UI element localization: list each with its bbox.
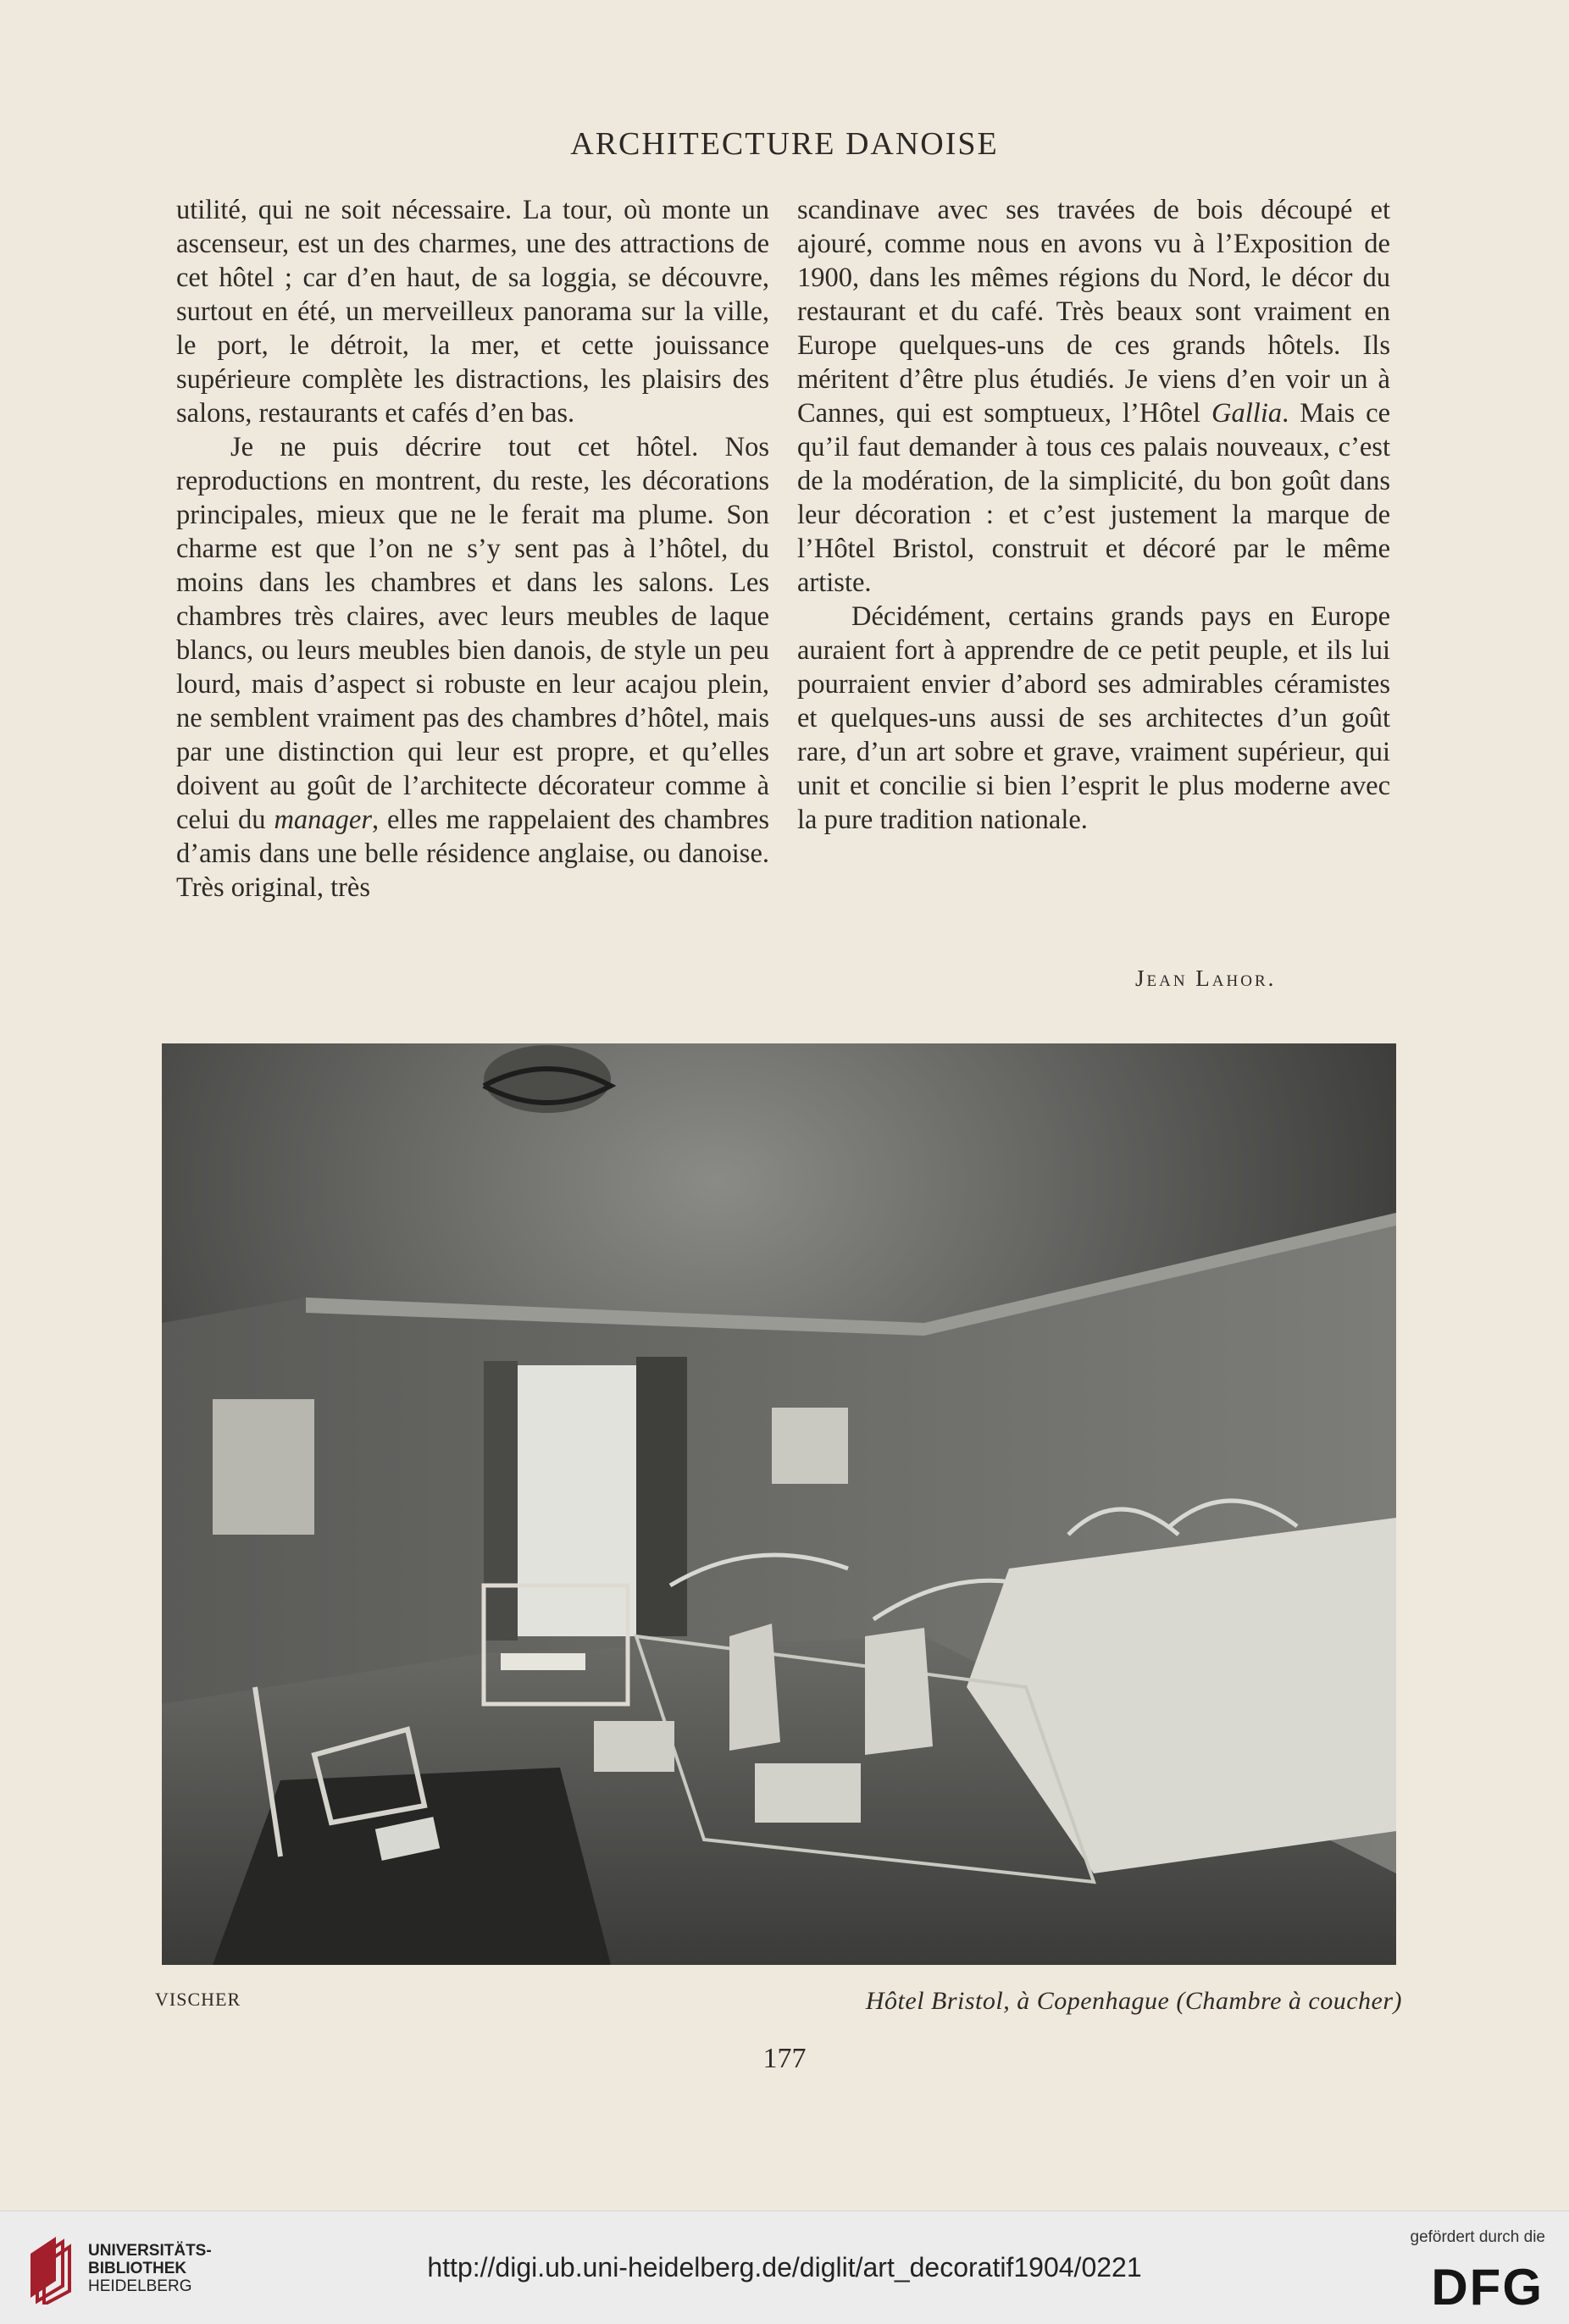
permalink-url[interactable]: http://digi.ub.uni-heidelberg.de/diglit/art_decoratif1904/0221 bbox=[427, 2252, 1142, 2282]
paragraph-text: scandinave avec ses travées de bois découpé et ajouré, comme nous en avons vu à l’Exposition de 1900, dans les mêmes régions du Nord, le décor du restaurant et du café. Très beaux sont vraiment en Europe quelques-uns de ces grands hôtels. Ils méritent d’être plus étudiés. Je viens d’en voir un à Cannes, qui est somptueux, l’Hôtel bbox=[797, 195, 1390, 429]
paragraph: Décidément, certains grands pays en Europe auraient fort à apprendre de ce petit peuple, et ils lui pourraient envier d’abord ses admirables céramistes et quelques-uns aussi de ses architectes d’un goût rare, d’un art sobre et grave, vraiment supérieur, qui unit et concilie si bien l’esprit le plus moderne avec la pure tradition nationale. bbox=[797, 601, 1390, 835]
funding-note: gefördert durch die bbox=[1410, 2228, 1545, 2246]
paragraph bbox=[797, 193, 1390, 600]
page-number: 177 bbox=[762, 2043, 807, 2074]
italic-term: manager bbox=[274, 805, 372, 835]
running-title: ARCHITECTURE DANOISE bbox=[570, 126, 999, 162]
photographer-credit: VISCHER bbox=[155, 1989, 241, 2010]
text-column-right bbox=[797, 193, 1390, 837]
paragraph: utilité, qui ne soit nécessaire. La tour, où monte un ascenseur, est un des charmes, une des attractions de cet hôtel ; car d’en haut, de sa loggia, se découvre, surtout en été, un merveilleux panorama sur la ville, le port, le détroit, la mer, et cette jouissance supérieure complète les distractions, les plaisirs des salons, restaurants et cafés d’en bas. bbox=[176, 195, 769, 429]
paragraph-text: . Mais ce qu’il faut demander à tous ces palais nouveaux, c’est de la modération, de la simplicité, du bon goût dans leur décoration : et c’est justement la marque de l’Hôtel Bristol, construit et décoré par le même artiste. bbox=[797, 398, 1390, 598]
paragraph-text: , elles me rappelaient des chambres d’amis dans une belle résidence anglaise, ou danoise. Très original, très bbox=[176, 805, 769, 903]
library-name-line: BIBLIOTHEK bbox=[88, 2260, 187, 2277]
dfg-logo[interactable]: DFG bbox=[1431, 2259, 1544, 2316]
photo-illustration bbox=[162, 1043, 1396, 1965]
author-signature: Jean Lahor. bbox=[1135, 966, 1277, 991]
italic-term: Gallia bbox=[1211, 398, 1283, 429]
paragraph bbox=[176, 430, 769, 905]
photo-caption: Hôtel Bristol, à Copenhague (Chambre à coucher) bbox=[865, 1987, 1402, 2015]
paragraph-text: Je ne puis décrire tout cet hôtel. Nos reproductions en montrent, du reste, les décorations principales, mieux que ne le ferait ma plume. Son charme est que l’on ne s’y sent pas à l’hôtel, du moins dans les chambres et dans les salons. Les chambres très claires, avec leurs meubles de laque blancs, ou leurs meubles bien danois, de style un peu lourd, mais d’aspect si robuste en leur acajou plein, ne semblent vraiment pas des chambres d’hôtel, mais par une distinction qui leur est propre, et qu’elles doivent au goût de l’architecte décorateur comme à celui du bbox=[176, 432, 769, 835]
library-name-line: HEIDELBERG bbox=[88, 2277, 192, 2295]
footer-bar bbox=[0, 2211, 1569, 2324]
text-column-left bbox=[176, 193, 769, 905]
bedroom-photograph bbox=[162, 1043, 1396, 1965]
library-name-line: UNIVERSITÄTS- bbox=[88, 2242, 212, 2260]
